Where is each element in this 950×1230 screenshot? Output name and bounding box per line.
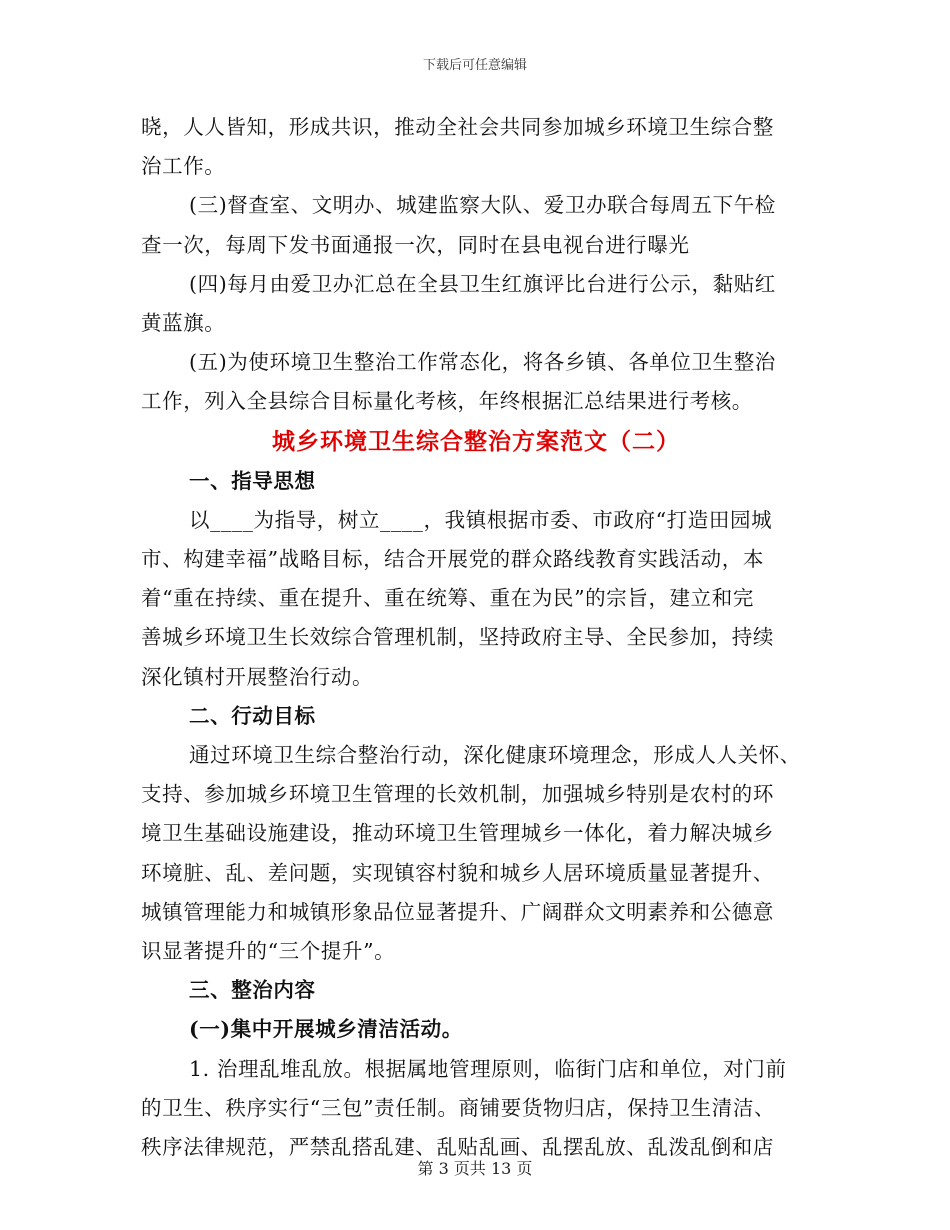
paragraph-line: 市、构建幸福”战略目标，结合开展党的群众路线教育实践活动，本	[141, 547, 764, 572]
paragraph-line: (五)为使环境卫生整治工作常态化，将各乡镇、各单位卫生整治	[189, 350, 776, 375]
paragraph-line: 的卫生、秩序实行“三包”责任制。商铺要货物归店，保持卫生清洁、	[141, 1095, 776, 1120]
paragraph-line: 环境脏、乱、差问题，实现镇容村貌和城乡人居环境质量显著提升、	[141, 860, 774, 885]
document-title: 城乡环境卫生综合整治方案范文（二）	[272, 427, 680, 455]
paragraph-line: 秩序法律规范，严禁乱搭乱建、乱贴乱画、乱摆乱放、乱泼乱倒和店	[141, 1135, 774, 1160]
section-heading: 二、行动目标	[189, 703, 316, 728]
section-heading: 三、整治内容	[189, 978, 316, 1003]
paragraph-line: 着“重在持续、重在提升、重在统筹、重在为民”的宗旨，建立和完	[141, 586, 754, 611]
subsection-heading: (一)集中开展城乡清洁活动。	[189, 1017, 463, 1042]
paragraph-line: 1. 治理乱堆乱放。根据属地管理原则，临街门店和单位，对门前	[189, 1056, 787, 1081]
paragraph-line: 以____为指导，树立____，我镇根据市委、市政府“打造田园城	[189, 507, 773, 532]
section-heading: 一、指导思想	[189, 468, 316, 493]
paragraph-line: 城镇管理能力和城镇形象品位显著提升、广阔群众文明素养和公德意	[141, 899, 774, 924]
paragraph-line: 黄蓝旗。	[141, 311, 226, 336]
paragraph-line: 识显著提升的“三个提升”。	[141, 939, 396, 964]
paragraph-line: 查一次，每周下发书面通报一次，同时在县电视台进行曝光	[141, 232, 690, 257]
paragraph-line: 治工作。	[141, 154, 226, 179]
paragraph-line: 工作，列入全县综合目标量化考核，年终根据汇总结果进行考核。	[141, 389, 753, 414]
paragraph-line: 晓，人人皆知，形成共识，推动全社会共同参加城乡环境卫生综合整	[141, 115, 774, 139]
paragraph-line: 深化镇村开展整治行动。	[141, 664, 374, 689]
paragraph-line: 通过环境卫生综合整治行动，深化健康环境理念，形成人人关怀、	[189, 743, 801, 768]
page-footer: 第 3 页共 13 页	[417, 1159, 533, 1178]
paragraph-line: (四)每月由爱卫办汇总在全县卫生红旗评比台进行公示，黏贴红	[189, 271, 776, 296]
paragraph-line: 善城乡环境卫生长效综合管理机制，坚持政府主导、全民参加，持续	[141, 625, 774, 650]
paragraph-line: 境卫生基础设施建设，推动环境卫生管理城乡一体化，着力解决城乡	[141, 821, 774, 846]
document-body	[141, 108, 811, 1167]
page-header: 下载后可任意编辑	[422, 58, 527, 73]
paragraph-line: 支持、参加城乡环境卫生管理的长效机制，加强城乡特别是农村的环	[141, 782, 774, 807]
paragraph-line: (三)督查室、文明办、城建监察大队、爱卫办联合每周五下午检	[189, 193, 776, 218]
